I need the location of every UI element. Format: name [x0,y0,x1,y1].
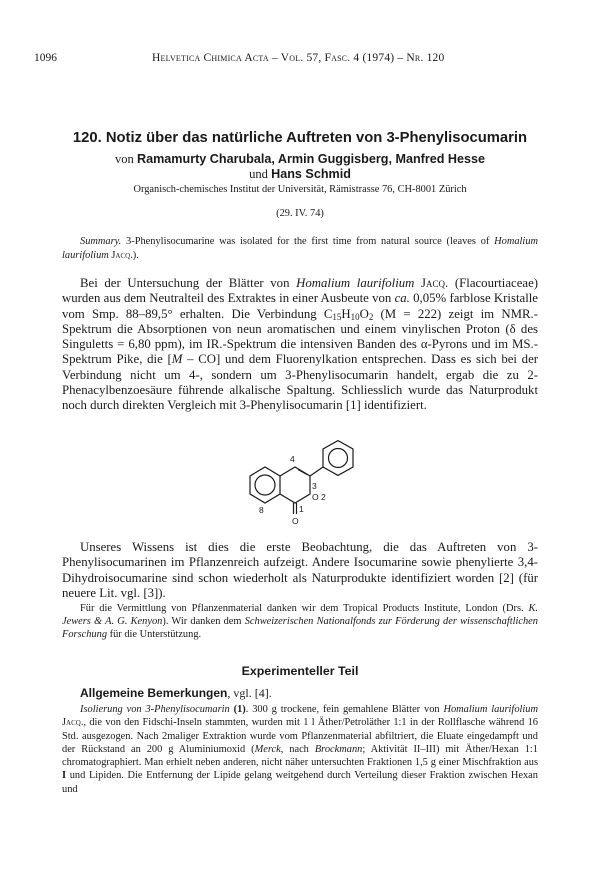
phenyl-aromatic-circle [329,449,348,468]
isolation-species: Homalium laurifolium [443,704,538,715]
label-3: 3 [312,481,317,491]
summary-species: Homalium laurifolium [62,236,539,261]
formula-o: O [359,306,369,321]
summary-text: 3-Phenylisocumarine was isolated for the first time from natural source (leaves of [126,236,490,247]
isolation-merck: Merck [254,743,281,755]
label-o2: O 2 [312,492,326,502]
p1-m: M [171,352,183,367]
isolation-brockmann: Brockmann [314,743,363,755]
p1-text-e: – CO] und dem Fluorenylkation entsprechen. Dass es sich bei der Verbindung nicht um 4-, sondern um 3-Phenylisocumarin handelt, ergab die zu 2-Phenacylbenzoesäure führende alkalische Spaltung. Schliesslich wurde das Naturprodukt noch durch direkten Vergleich mit 3-Phenylisocumarin [1] identifiziert. [62,352,539,413]
ack-text-b: ). Wir danken dem [162,616,242,628]
isolation-label: Isolierung von 3-Phenylisocumarin [80,704,230,715]
p1-author: Jacq. [421,276,449,290]
formula-h: H [341,306,351,321]
received-date: (29. IV. 74) [276,208,324,219]
journal-header: Helvetica Chimica Acta – Vol. 57, Fasc. 4 (1974) – Nr. 120 [152,52,445,64]
ack-text-c: für die Unterstützung. [109,629,202,641]
summary-author: Jacq. [111,250,133,261]
ack-fund: Schweizerischen Nationalfonds zur Förderung der wissenschaftlichen Forschung [62,616,538,641]
author-names-1: Ramamurty Charubala, Armin Guggisberg, Manfred Hesse [137,152,486,166]
isolation-text-e: und Lipiden. Die Entfernung der Lipide gelang weitgehend durch Verteilung dieser Fraktion zwischen Hexan und [62,770,538,795]
general-remarks-label: Allgemeine Bemerkungen [80,686,228,700]
isolation-paragraph [62,703,538,796]
benzo-aromatic-circle [255,475,275,495]
label-4: 4 [290,454,295,464]
isolation-compound-num: (1) [233,704,246,715]
summary-label: Summary. [80,236,122,247]
p1-text-d: (M = 222) zeigt im NMR.-Spektrum die Absorptionen von neun aromatischen und einem vinylischen Proton (δ des Singuletts = 6,80 ppm), im IR.-Spektrum die intensiven Banden des α-Pyrons und im MS.-Spektrum Pike, die [ [62,306,538,367]
general-remarks-text: , vgl. [4]. [227,686,272,700]
acknowledgement [62,602,538,642]
p1-text-a: Bei der Untersuchung der Blätter von [80,276,290,290]
isolation-text-d: ; Aktivität II–III) mit Äther/Hexan 1:1 chromatographiert. Man erhielt neben anderen, nicht näher untersuchten Fraktionen 1,5 g einer Mischfraktion aus [62,743,538,769]
double-bond-3-4 [298,470,307,475]
label-1: 1 [299,504,304,514]
p1-ca: ca. [394,291,410,306]
phenyl-ring [323,441,353,476]
running-head [34,52,538,68]
ack-text-a: Für die Vermittlung von Pflanzenmaterial danken wir dem Tropical Products Institute, London (Drs. [80,603,524,614]
body-paragraph-2: Unseres Wissens ist dies die erste Beobachtung, die das Auftreten von 3-Phenylisocumarinen im Pflanzenreich aufzeigt. Andere Isocumarine sowie phenylierte 3,4-Dihydroisocumarine sind schon wiederholt als Naturprodukte identifiziert worden [2] (für neuere Lit. vgl. [3]). [62,540,538,600]
p1-text-b: (Flacourtiaceae) wurden aus dem Neutralteil des Extraktes in einer Ausbeute von [62,276,539,306]
formula-sub-c: 15 [332,311,342,322]
label-carbonyl-o: O [292,516,299,526]
structure-3-phenylisocoumarin [232,440,372,532]
body-paragraph-1 [62,276,538,414]
isolation-text-a: . 300 g trockene, fein gemahlene Blätter von [245,704,440,715]
summary [62,235,538,263]
formula-sub-o: 2 [368,311,374,322]
section-heading: Experimenteller Teil [241,664,359,678]
page-number: 1096 [34,52,57,64]
author-names-2: Hans Schmid [271,167,351,181]
author-prefix: von [114,152,134,166]
p1-species: Homalium laurifolium [296,276,415,290]
summary-end: ). [132,250,139,261]
isolation-author: Jacq. [62,717,84,729]
article-title: 120. Notiz über das natürliche Auftreten von 3-Phenylisocumarin [72,130,528,146]
p1-text-c: 0,05% farblose Kristalle vom Smp. 88–89,5° erhalten. Die Verbindung C [62,291,538,321]
phenyl-link [310,467,323,476]
isolation-text-b: , die von den Fidschi-Inseln stammten, wurden mit 1 l Äther/Petroläther 1:1 in der Rollflasche während 16 Std. ausgezogen. Nach 2maliger Extraktion wurde vom Pflanzenmaterial abfiltriert, die Eluate eingedampft und der Rückstand an 200 g Aluminiumoxid ( [62,717,538,755]
isolation-ref: I [62,770,67,782]
affiliation: Organisch-chemisches Institut der Universität, Rämistrasse 76, CH-8001 Zürich [133,184,467,195]
isolation-text-c: , nach [280,743,309,755]
author-block [30,152,570,182]
label-8: 8 [259,505,264,515]
pyrone-ring [280,467,310,503]
author-connector: und [249,167,268,181]
formula-sub-h: 10 [350,311,360,322]
general-remarks [80,686,538,701]
ack-people: K. Jewers & A. G. Kenyon [62,603,538,628]
